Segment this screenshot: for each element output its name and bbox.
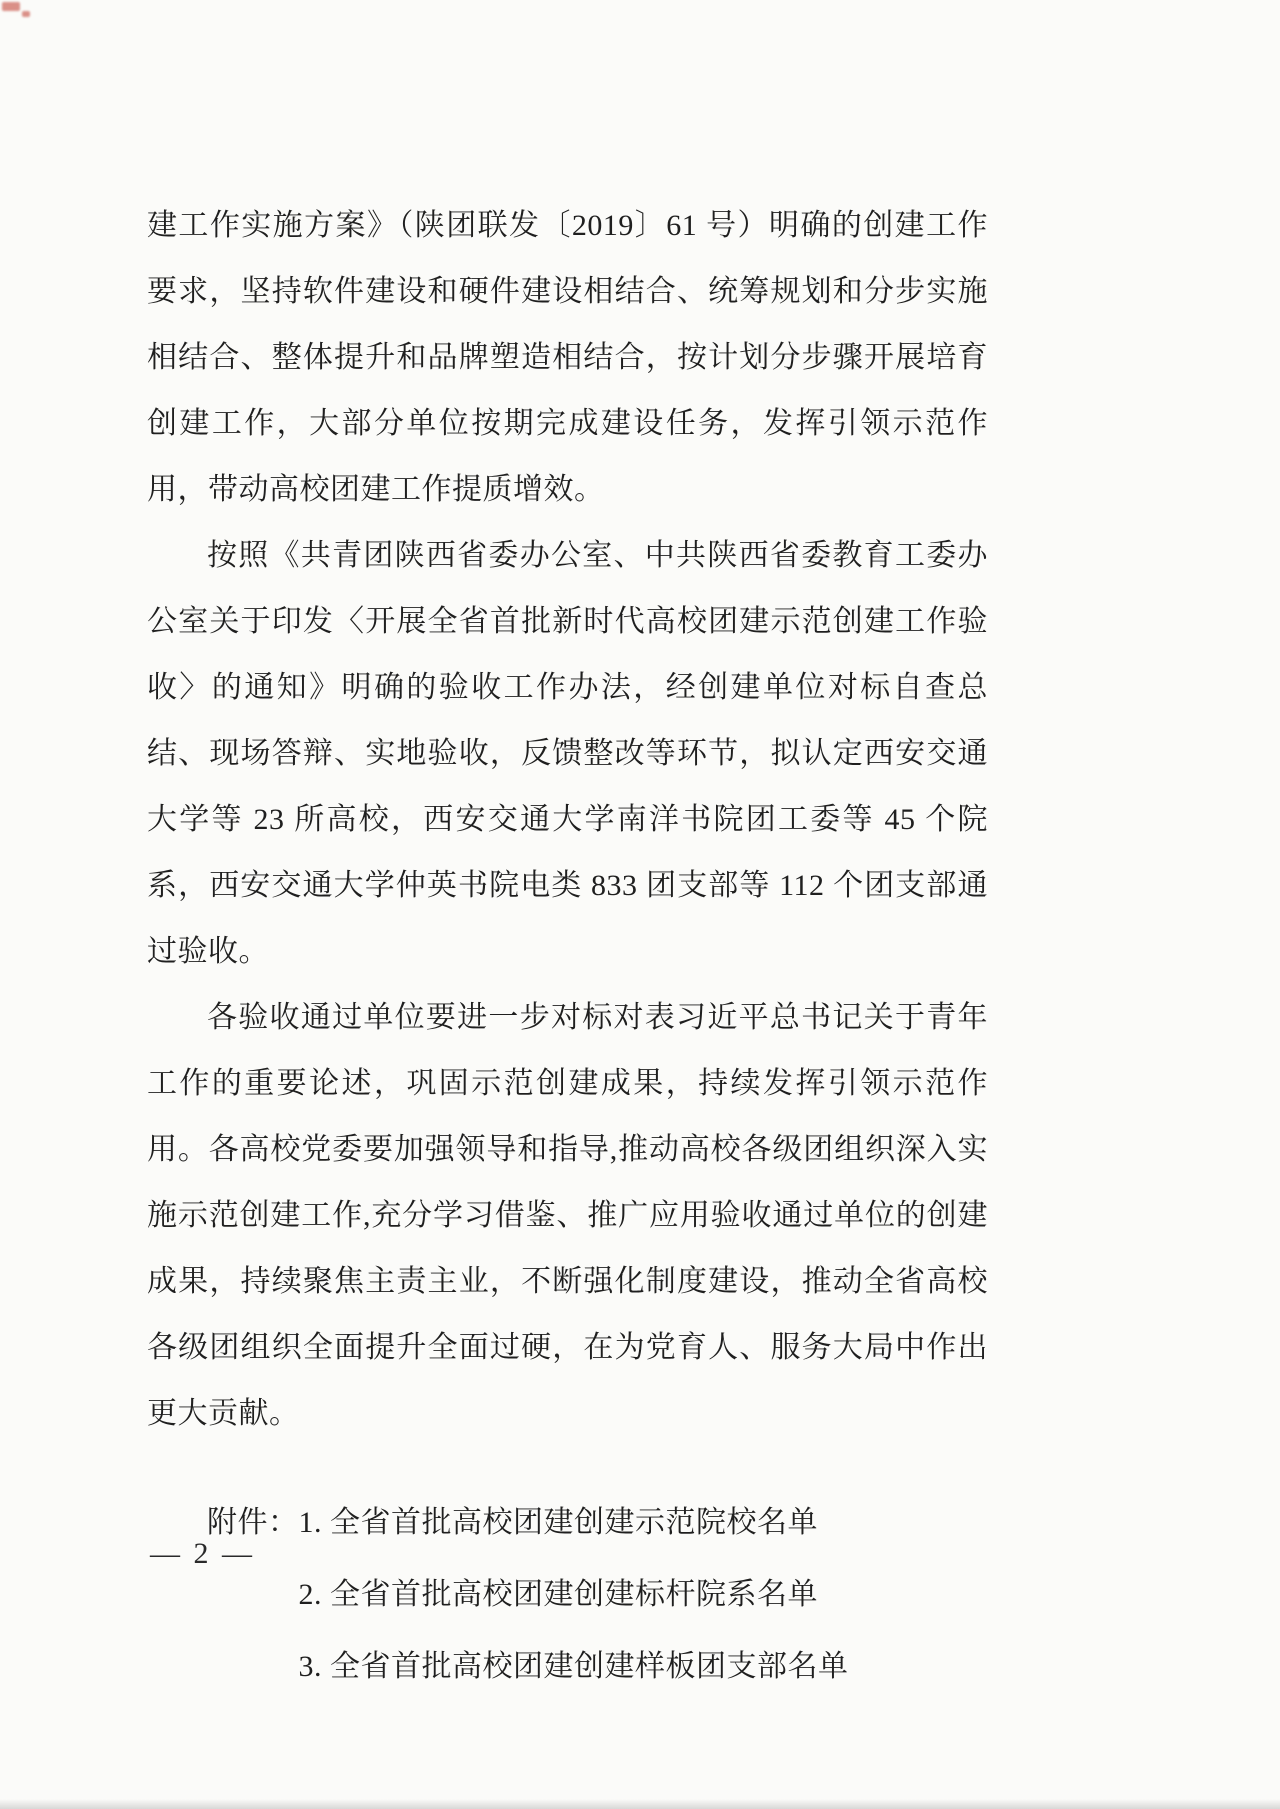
attachment-item-3: 3. 全省首批高校团建创建样板团支部名单 xyxy=(298,1650,849,1683)
attachment-list xyxy=(147,1487,988,1703)
document-body xyxy=(147,193,988,1703)
paragraph-continuation: 建工作实施方案》（陕团联发〔2019〕61 号）明确的创建工作要求，坚持软件建设和硬件建设相结合、统筹规划和分步实施相结合、整体提升和品牌塑造相结合，按计划分步骤开展培育创建工作，大部分单位按期完成建设任务，发挥引领示范作用，带动高校团建工作提质增效。 xyxy=(147,209,988,506)
attachment-label: 附件： xyxy=(207,1506,299,1539)
attachment-row xyxy=(207,1631,988,1703)
scan-artifact-red-icon xyxy=(2,2,20,11)
attachment-row xyxy=(207,1559,988,1631)
paragraph-acceptance-results: 按照《共青团陕西省委办公室、中共陕西省委教育工委办公室关于印发〈开展全省首批新时代高校团建示范创建工作验收〉的通知》明确的验收工作办法，经创建单位对标自查总结、现场答辩、实地验收，反馈整改等环节，拟认定西安交通大学等 23 所高校，西安交通大学南洋书院团工委等 45 个院系，西安交通大学仲英书院电类 833 团支部等 112 个团支部通过验收。 xyxy=(147,539,988,968)
paragraph-requirements: 各验收通过单位要进一步对标对表习近平总书记关于青年工作的重要论述，巩固示范创建成果，持续发挥引领示范作用。各高校党委要加强领导和指导,推动高校各级团组织深入实施示范创建工作,充分学习借鉴、推广应用验收通过单位的创建成果，持续聚焦主责主业，不断强化制度建设，推动全省高校各级团组织全面提升全面过硬，在为党育人、服务大局中作出更大贡献。 xyxy=(147,1001,988,1430)
scan-artifact-red-icon xyxy=(22,11,30,17)
attachment-item-2: 2. 全省首批高校团建创建标杆院系名单 xyxy=(298,1578,818,1611)
attachment-item-1: 1. 全省首批高校团建创建示范院校名单 xyxy=(298,1506,818,1539)
attachment-row xyxy=(207,1487,988,1559)
page-number: — 2 — xyxy=(150,1537,255,1570)
